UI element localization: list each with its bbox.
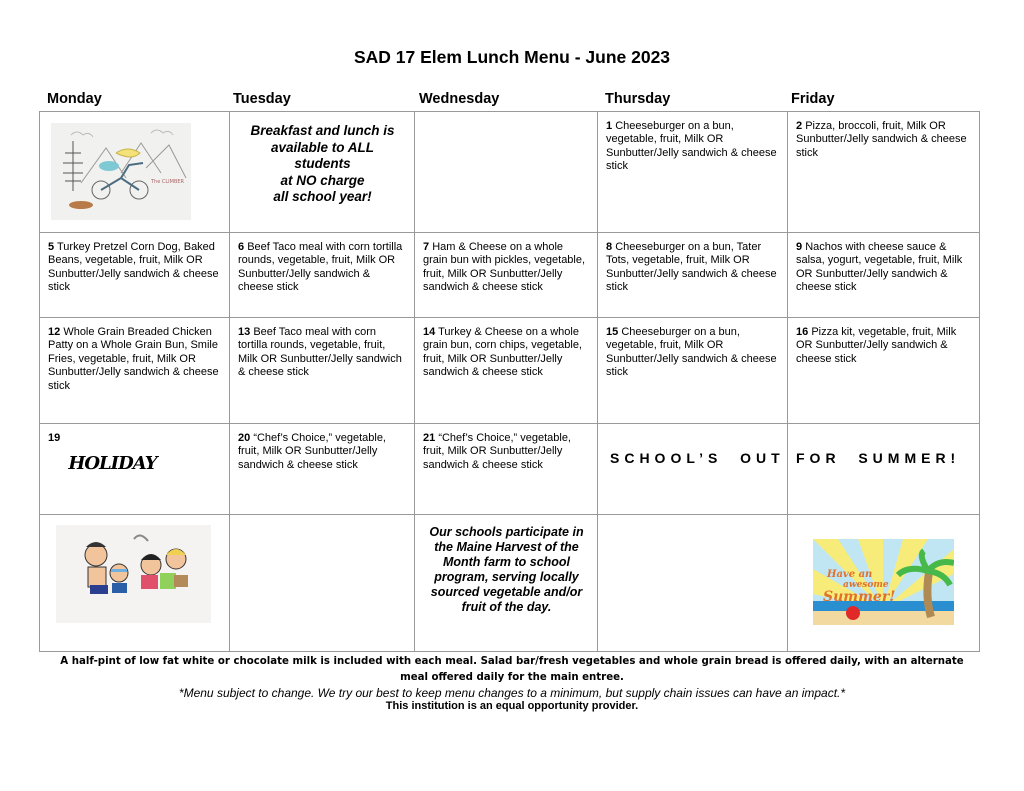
day-number: 5 — [48, 241, 55, 253]
day-number: 8 — [606, 241, 613, 253]
cell-day-8 — [598, 233, 788, 318]
menu-text: Pizza, broccoli, fruit, Milk OR Sunbutter/Jelly sandwich & cheese stick — [796, 120, 967, 159]
day-number: 13 — [238, 326, 251, 338]
notice-line: students — [294, 156, 351, 171]
day-number: 19 — [48, 432, 61, 444]
day-number: 14 — [423, 326, 436, 338]
header-thursday: Thursday — [605, 91, 671, 107]
cell-day-7 — [415, 233, 598, 318]
cell-day-15 — [598, 318, 788, 424]
cell-empty — [415, 112, 598, 233]
summer-caption-line: Have an — [827, 569, 873, 580]
cell-free-meals-notice — [230, 112, 415, 233]
notice-line: available to ALL — [270, 139, 375, 155]
cell-day-12 — [40, 318, 230, 424]
cell-day-1 — [598, 112, 788, 233]
week-row — [40, 318, 980, 424]
day-number: 20 — [238, 432, 251, 444]
week-row — [40, 424, 980, 515]
menu-calendar — [39, 111, 980, 652]
notice-line: the Maine Harvest of the — [434, 540, 579, 554]
cell-day-2 — [788, 112, 980, 233]
header-monday: Monday — [47, 91, 102, 107]
day-number: 15 — [606, 326, 619, 338]
cell-day-21 — [415, 424, 598, 515]
day-number: 9 — [796, 241, 803, 253]
kids-beach-image — [56, 525, 211, 623]
notice-line: Month farm to school — [442, 555, 571, 569]
awesome-summer-image — [813, 539, 954, 625]
header-tuesday: Tuesday — [233, 91, 291, 107]
day-number: 16 — [796, 326, 809, 338]
menu-text: Beef Taco meal with corn tortilla rounds, vegetable, fruit, Milk OR Sunbutter/Jelly sandwich & cheese stick — [238, 241, 403, 294]
menu-text: “Chef’s Choice,” vegetable, fruit, Milk OR Sunbutter/Jelly sandwich & cheese stick — [423, 432, 571, 471]
holiday-label: HOLIDAY — [68, 453, 157, 475]
weekday-header-row — [39, 91, 979, 111]
day-number: 12 — [48, 326, 61, 338]
menu-text: Beef Taco meal with corn tortilla rounds, vegetable, fruit, Milk OR Sunbutter/Jelly sandwich & cheese stick — [238, 326, 402, 379]
schools-out-banner: SCHOOL’S OUT — [610, 450, 785, 466]
day-number: 1 — [606, 120, 613, 132]
day-number: 6 — [238, 241, 245, 253]
menu-text: Cheeseburger on a bun, vegetable, fruit, Milk OR Sunbutter/Jelly sandwich & cheese stick — [606, 120, 777, 173]
menu-text: Turkey & Cheese on a whole grain bun, corn chips, vegetable, fruit, Milk OR Sunbutter/Jelly sandwich & cheese stick — [423, 326, 582, 379]
cell-day-9 — [788, 233, 980, 318]
notice-line: sourced vegetable and/or — [430, 585, 583, 599]
cell-summer-image — [788, 515, 980, 652]
summer-caption-line: Summer! — [823, 589, 896, 605]
menu-text: Pizza kit, vegetable, fruit, Milk OR Sunbutter/Jelly sandwich & cheese stick — [796, 326, 957, 365]
menu-text: Cheeseburger on a bun, vegetable, fruit, Milk OR Sunbutter/Jelly sandwich & cheese stick — [606, 326, 777, 379]
svg-text:The CLIMBER: The CLIMBER — [151, 179, 185, 185]
cell-day-14 — [415, 318, 598, 424]
header-wednesday: Wednesday — [419, 91, 500, 107]
cell-day-13 — [230, 318, 415, 424]
cell-for-summer — [788, 424, 980, 515]
cyclist-drawing-image — [51, 123, 191, 220]
notice-line: Breakfast and lunch is — [250, 123, 395, 138]
cell-day-20 — [230, 424, 415, 515]
cell-monday-image — [40, 112, 230, 233]
cell-empty — [230, 515, 415, 652]
week-row — [40, 112, 980, 233]
week-row — [40, 515, 980, 652]
menu-text: Cheeseburger on a bun, Tater Tots, vegetable, fruit, Milk OR Sunbutter/Jelly sandwich & cheese stick — [606, 241, 777, 294]
menu-text: Whole Grain Breaded Chicken Patty on a Whole Grain Bun, Smile Fries, vegetable, fruit, Milk OR Sunbutter/Jelly sandwich & cheese stick — [48, 326, 219, 392]
for-summer-banner: FOR SUMMER! — [796, 450, 961, 466]
cell-day-16 — [788, 318, 980, 424]
notice-line: Our schools participate in — [429, 525, 584, 539]
menu-text: Ham & Cheese on a whole grain bun with pickles, vegetable, fruit, Milk OR Sunbutter/Jelly sandwich & cheese stick — [423, 241, 586, 294]
cell-day-6 — [230, 233, 415, 318]
notice-line: fruit of the day. — [461, 600, 552, 614]
week-row — [40, 233, 980, 318]
cell-empty — [598, 515, 788, 652]
notice-line: program, serving locally — [434, 570, 579, 584]
day-number: 2 — [796, 120, 803, 132]
milk-note: A half-pint of low fat white or chocolate milk is included with each meal. Salad bar/fresh vegetables and whole grain bread is offered daily, with an alternate meal offered daily for the main entree. — [60, 656, 964, 683]
day-number: 7 — [423, 241, 430, 253]
equal-opportunity-statement: This institution is an equal opportunity provider. — [385, 700, 639, 712]
summer-caption-line: awesome — [843, 580, 889, 590]
cell-day-5 — [40, 233, 230, 318]
header-friday: Friday — [791, 91, 835, 107]
notice-line: at NO charge — [280, 172, 365, 188]
cell-harvest-notice — [415, 515, 598, 652]
menu-text: Turkey Pretzel Corn Dog, Baked Beans, vegetable, fruit, Milk OR Sunbutter/Jelly sandwich & cheese stick — [48, 241, 219, 294]
cell-schools-out — [598, 424, 788, 515]
menu-text: Nachos with cheese sauce & salsa, yogurt, vegetable, fruit, Milk OR Sunbutter/Jelly sandwich & cheese stick — [796, 241, 963, 294]
menu-change-note: *Menu subject to change. We try our best to keep menu changes to a minimum, but supply chain issues can have an impact.* — [178, 686, 846, 700]
cell-kids-image — [40, 515, 230, 652]
day-number: 21 — [423, 432, 436, 444]
notice-line: all school year! — [273, 189, 372, 204]
page-title: SAD 17 Elem Lunch Menu - June 2023 — [353, 47, 671, 67]
menu-text: “Chef’s Choice,” vegetable, fruit, Milk OR Sunbutter/Jelly sandwich & cheese stick — [238, 432, 386, 471]
cell-day-19-holiday — [40, 424, 230, 515]
